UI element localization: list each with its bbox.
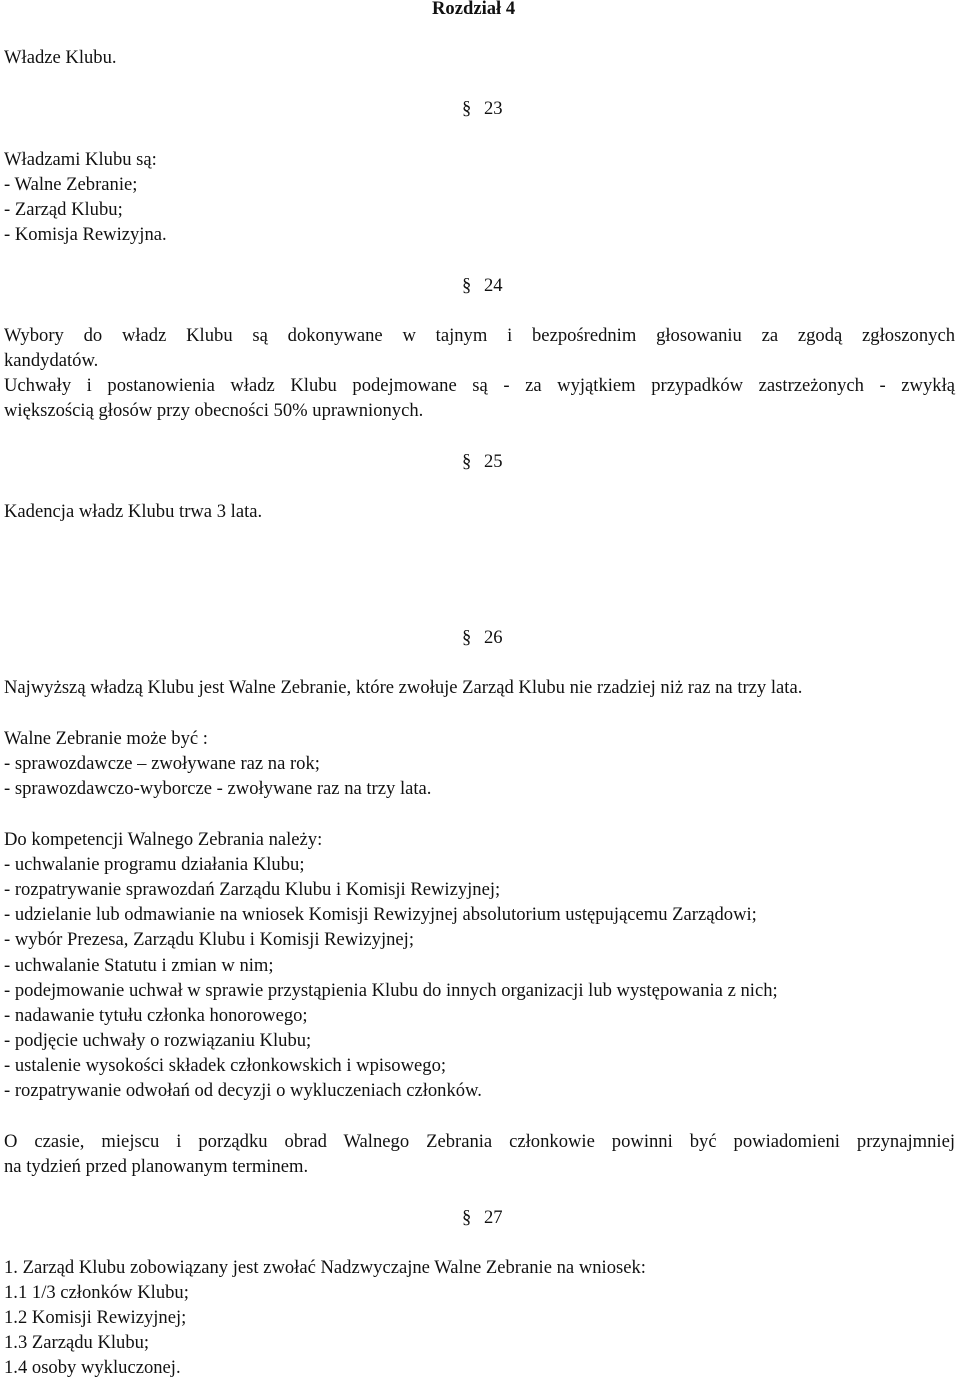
list-item: - podjęcie uchwały o rozwiązaniu Klubu; [4, 1030, 312, 1051]
list-item: - uchwalanie Statutu i zmian w nim; [4, 955, 274, 976]
list-item: - Walne Zebranie; [4, 174, 138, 195]
paragraph-number-27 [462, 1205, 503, 1231]
list-item: - sprawozdawczo-wyborcze - zwoływane raz na trzy lata. [4, 778, 432, 799]
paragraph-number-23 [462, 96, 503, 122]
paragraph-number: 23 [484, 98, 503, 119]
list-item: - Komisja Rewizyjna. [4, 224, 167, 245]
paragraph-number: 26 [484, 627, 503, 648]
list-item: 1.3 Zarządu Klubu; [4, 1332, 150, 1353]
paragraph-text: Kadencja władz Klubu trwa 3 lata. [4, 501, 263, 522]
list-item: 1.2 Komisji Rewizyjnej; [4, 1307, 187, 1328]
section-sign: § [462, 451, 472, 472]
section-sign: § [462, 98, 472, 119]
list-item: - ustalenie wysokości składek członkowskich i wpisowego; [4, 1055, 447, 1076]
paragraph-number: 24 [484, 275, 503, 296]
paragraph-text: Uchwały i postanowienia władz Klubu podejmowane są - za wyjątkiem przypadków zastrzeżonych - zwykłą [4, 375, 955, 396]
list-item: - sprawozdawcze – zwoływane raz na rok; [4, 753, 320, 774]
list-item: - podejmowanie uchwał w sprawie przystąpienia Klubu do innych organizacji lub występowania z nich; [4, 980, 778, 1001]
list-item: - nadawanie tytułu członka honorowego; [4, 1005, 308, 1026]
section-heading: Władze Klubu. [4, 47, 117, 68]
list-item: - wybór Prezesa, Zarządu Klubu i Komisji Rewizyjnej; [4, 929, 414, 950]
paragraph-text: Wybory do władz Klubu są dokonywane w tajnym i bezpośrednim głosowaniu za zgodą zgłoszonych [4, 325, 955, 346]
chapter-title: Rozdział 4 [432, 0, 516, 19]
section-sign: § [462, 1207, 472, 1228]
section-sign: § [462, 275, 472, 296]
paragraph-text: większością głosów przy obecności 50% uprawnionych. [4, 400, 424, 421]
list-item: 1.1 1/3 członków Klubu; [4, 1282, 189, 1303]
list-item: 1.4 osoby wykluczonej. [4, 1357, 181, 1378]
paragraph-number: 25 [484, 451, 503, 472]
paragraph-number: 27 [484, 1207, 503, 1228]
paragraph-text: kandydatów. [4, 350, 99, 371]
paragraph-text: na tydzień przed planowanym terminem. [4, 1156, 309, 1177]
list-item: - rozpatrywanie odwołań od decyzji o wykluczeniach członków. [4, 1080, 482, 1101]
list-item: - Zarząd Klubu; [4, 199, 123, 220]
paragraph-text: Najwyższą władzą Klubu jest Walne Zebranie, które zwołuje Zarząd Klubu nie rzadziej niż raz na trzy lata. [4, 677, 803, 698]
paragraph-text: O czasie, miejscu i porządku obrad Walnego Zebrania członkowie powinni być powiadomieni przynajmniej [4, 1131, 955, 1152]
paragraph-number-26 [462, 625, 503, 651]
paragraph-number-24 [462, 273, 503, 299]
list-item: - udzielanie lub odmawianie na wniosek Komisji Rewizyjnej absolutorium ustępującemu Zarządowi; [4, 904, 757, 925]
paragraph-text: Walne Zebranie może być : [4, 728, 208, 749]
section-sign: § [462, 627, 472, 648]
paragraph-number-25 [462, 449, 503, 475]
list-item: - uchwalanie programu działania Klubu; [4, 854, 305, 875]
paragraph-text: Władzami Klubu są: [4, 149, 157, 170]
paragraph-text: Do kompetencji Walnego Zebrania należy: [4, 829, 323, 850]
paragraph-text: 1. Zarząd Klubu zobowiązany jest zwołać Nadzwyczajne Walne Zebranie na wniosek: [4, 1257, 646, 1278]
list-item: - rozpatrywanie sprawozdań Zarządu Klubu i Komisji Rewizyjnej; [4, 879, 501, 900]
